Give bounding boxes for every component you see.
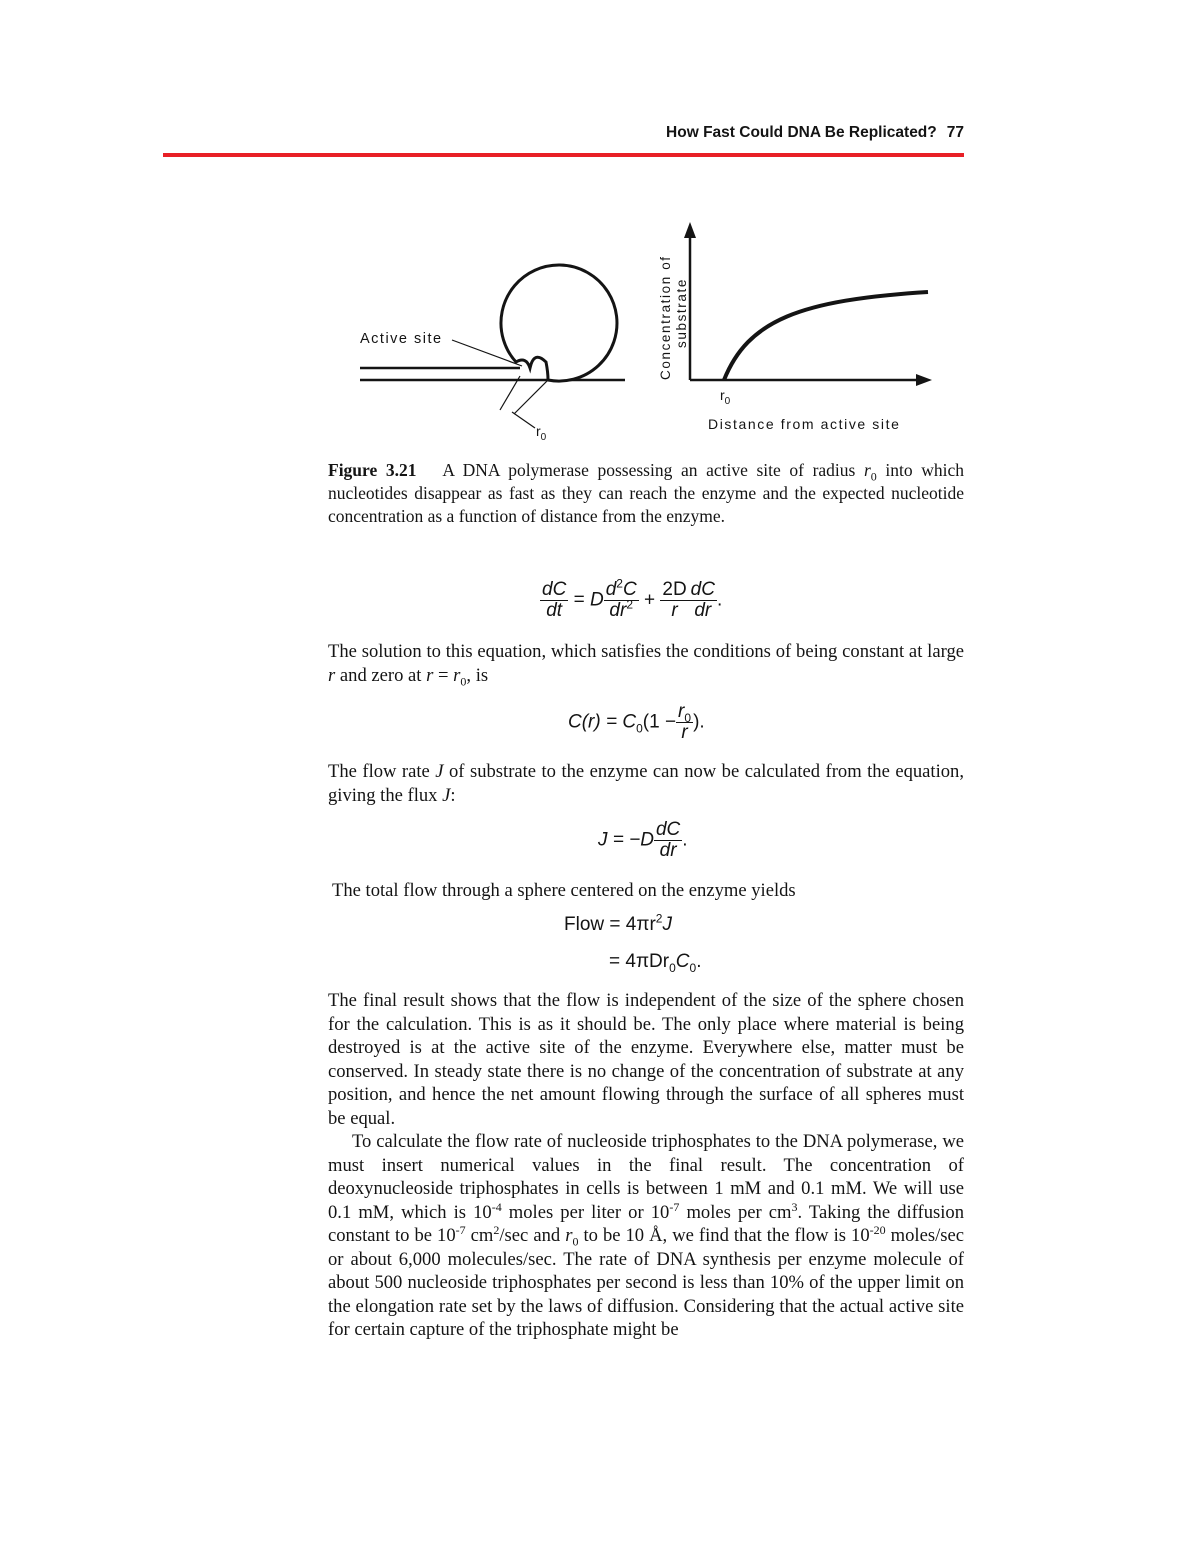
eq1-t2-den: r: [671, 600, 678, 621]
para2-J2: J: [442, 784, 451, 806]
eq3-den: dr: [659, 840, 677, 861]
eq3-num: dC: [655, 819, 681, 840]
eq2-lhs: C(r) = C: [568, 711, 637, 733]
eq3-lhs: J = −D: [598, 829, 654, 851]
equation-flux: [598, 820, 688, 861]
para5-e5: 2: [493, 1222, 500, 1237]
para5-b: moles per liter or 10: [501, 1201, 670, 1223]
para1-r0-sub: 0: [460, 674, 467, 689]
para1-c: =: [433, 664, 454, 686]
para2-J: J: [435, 761, 444, 782]
para5-e: cm: [465, 1225, 494, 1246]
eq1-equals: =: [573, 589, 585, 611]
para5-e4: -7: [455, 1222, 466, 1237]
concentration-curve: [724, 292, 928, 380]
para3-text: The total flow through a sphere centered on the enzyme yields: [332, 880, 796, 901]
eq4-line2-a: = 4πDr: [609, 951, 670, 972]
eq4-line1-sup: 2: [655, 911, 663, 926]
eq3-frac: [654, 820, 682, 861]
para2-b: of substrate to the enzyme can now be calculated from the equation, giving the flux: [328, 761, 964, 806]
eq2-open: (1 −: [642, 711, 677, 733]
y-axis-arrow: [684, 222, 696, 238]
caption-text-1: A DNA polymerase possessing an active site of radius: [442, 460, 864, 480]
eq1-t1-c: C: [622, 579, 637, 600]
eq1-t1-den-sup: 2: [626, 597, 633, 612]
eq1-t3-den: dr: [694, 600, 712, 621]
paragraph-solution: [328, 640, 964, 687]
r0-dimension-arrow: [512, 412, 535, 428]
r0-label-left: $r_0$: [536, 423, 547, 443]
equation-solution: [568, 702, 705, 743]
eq1-D: D: [589, 589, 604, 611]
caption-label: Figure 3.21: [328, 460, 417, 480]
eq1-t1-d: d: [605, 579, 617, 600]
caption-r0-sub: 0: [870, 469, 877, 484]
eq4-line1-b: J: [662, 914, 672, 935]
eq4-line2-sub2: 0: [689, 960, 697, 975]
header-rule: [163, 153, 964, 157]
polymerase-circle: [501, 265, 617, 381]
eq2-sub: 0: [636, 721, 643, 736]
para1-d: , is: [466, 664, 489, 686]
y-axis-label: Concentration of substrate: [658, 255, 689, 380]
eq4-line2-b: C: [675, 951, 690, 972]
caption-text-2: into which nucleotides disappear as fast as they can reach the enzyme and the expected nucleotide concentration as a function of distance from the enzyme.: [328, 460, 964, 526]
header-title: How Fast Could DNA Be Replicated?: [666, 124, 937, 141]
para5-a: To calculate the flow rate of nucleoside triphosphates to the DNA polymerase, we must insert numerical values in the final result. The concentration of deoxynucleoside triphosphates in cells is between 1 mM and 0.1 mM. We will use 0.1 mM, which is 10: [328, 1131, 964, 1223]
eq2-den: r: [681, 722, 688, 743]
para5-e2: -7: [669, 1199, 680, 1214]
eq1-term2: [660, 580, 688, 621]
equation-diffusion: [540, 576, 723, 621]
eq1-t1-den: dr: [609, 600, 627, 621]
page-number: 77: [946, 124, 964, 141]
para5-e1: -4: [491, 1199, 502, 1214]
para5-e6: -20: [869, 1222, 886, 1237]
para2-c: :: [450, 784, 456, 806]
para2-a: The flow rate: [328, 761, 436, 782]
para1-r0: r: [453, 664, 461, 686]
paragraph-flow-rate: [328, 760, 964, 807]
eq2-frac: [676, 702, 693, 743]
equation-flow-line1: [564, 911, 672, 936]
eq4-line2-end: .: [696, 951, 702, 972]
eq1-plus: +: [643, 589, 656, 611]
r0-axis-label: $r_0$: [720, 387, 731, 407]
eq1-t1-sup: 2: [616, 576, 623, 591]
paragraph-numerical: [328, 1130, 964, 1342]
para1-r2: r: [426, 664, 434, 686]
para5-r0: r: [565, 1225, 573, 1246]
eq2-num: r: [678, 701, 685, 722]
eq3-end: .: [682, 829, 688, 851]
running-header: [330, 124, 964, 142]
paragraph-result: [328, 989, 964, 1130]
eq1-lhs-den: dt: [546, 600, 563, 621]
para4-text: The final result shows that the flow is independent of the size of the sphere chosen for the calculation. This is as it should be. The only place where material is being destroyed is at the active site of the enzyme. Everywhere else, matter must be conserved. In steady state there is no change of the concentration of substrate at any position, and hence the net amount flowing through the surface of all spheres must be equal.: [328, 990, 964, 1129]
eq1-end: .: [716, 589, 723, 611]
x-axis-label: Distance from active site: [708, 416, 901, 432]
eq2-close: ).: [693, 711, 705, 733]
para5-f: /sec and: [499, 1225, 566, 1246]
para5-e3: 3: [791, 1199, 798, 1214]
x-axis-arrow: [916, 374, 932, 386]
eq4-line2-sub: 0: [669, 960, 676, 975]
paragraph-total-flow: [332, 879, 968, 903]
figure-caption: [328, 459, 964, 528]
eq1-term3: [689, 580, 717, 621]
para5-c: moles per cm: [679, 1201, 792, 1223]
eq1-t2-num: 2D: [662, 579, 687, 600]
para5-d: . Taking the diffusion constant to be 10: [328, 1201, 964, 1246]
r0-dimension-line-2: [514, 380, 548, 414]
eq2-num-sub: 0: [684, 710, 692, 725]
para5-h: moles/sec or about 6,000 molecules/sec. The rate of DNA synthesis per enzyme molecule of about 500 nucleoside triphosphates per second is less than 10% of the upper limit on the elongation rate set by the laws of diffusion. Considering that the actual active site for certain capture of the triphosphate might be: [328, 1225, 964, 1340]
eq1-lhs-num: dC: [542, 579, 567, 600]
para5-r0-sub: 0: [572, 1234, 579, 1249]
eq4-line1-a: Flow = 4πr: [564, 914, 656, 935]
para5-g: to be 10 Å, we find that the flow is 10: [578, 1225, 870, 1246]
active-site-label: Active site: [360, 331, 443, 347]
para1-a: The solution to this equation, which satisfies the conditions of being constant at large: [328, 641, 964, 662]
para1-r: r: [328, 664, 336, 686]
eq1-lhs: [540, 580, 568, 621]
equation-flow-line2: [609, 951, 702, 973]
para1-b: and zero at: [335, 664, 427, 686]
figure-3-21: [330, 200, 950, 450]
eq1-term1: [604, 576, 639, 621]
caption-r0: r: [863, 460, 871, 480]
eq1-t3-num: dC: [690, 579, 715, 600]
